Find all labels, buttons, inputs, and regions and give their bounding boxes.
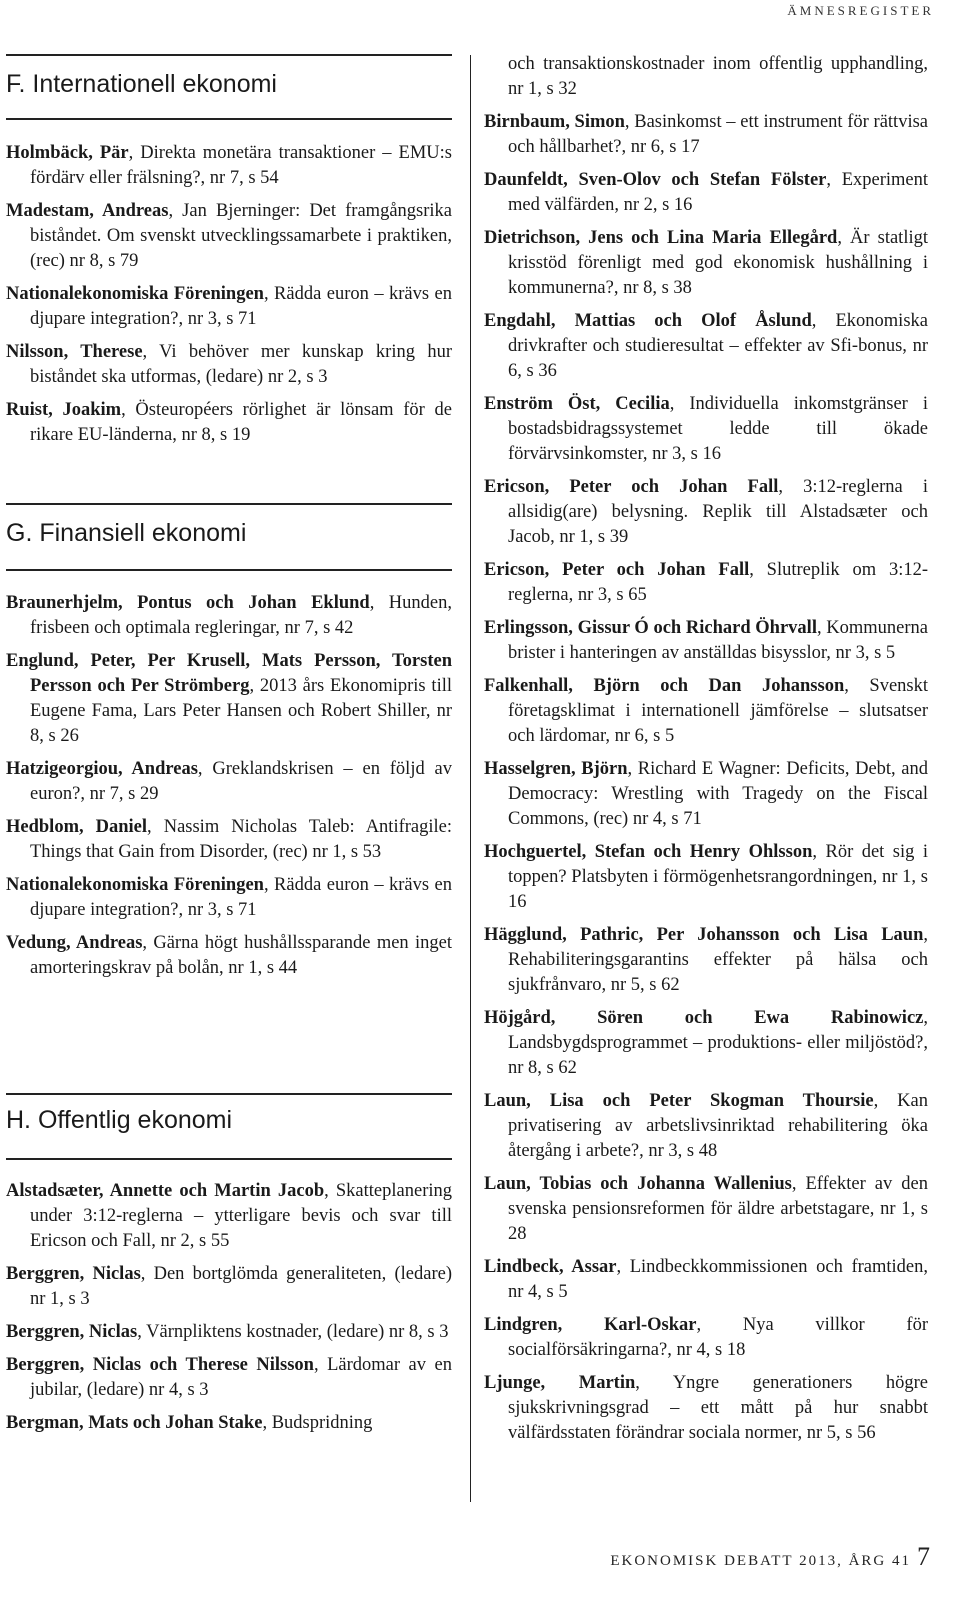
section-rule [6, 1093, 452, 1095]
section-rule [6, 1158, 452, 1160]
index-entry: Hedblom, Daniel, Nassim Nicholas Taleb: Antifragile: Things that Gain from Disorder, (rec) nr 1, s 53 [6, 817, 453, 862]
section-heading-f: F. Internationell ekonomi [6, 70, 277, 98]
index-entry: Berggren, Niclas och Therese Nilsson, Lärdomar av en jubilar, (ledare) nr 4, s 3 [6, 1355, 452, 1400]
index-entry: Madestam, Andreas, Jan Bjerninger: Det framgångsrika biståndet. Om svenskt utvecklingssamarbete i praktiken, (rec) nr 8, s 79 [6, 201, 452, 271]
index-entry: Birnbaum, Simon, Basinkomst – ett instrument för rättvisa och hållbarhet?, nr 6, s 17 [484, 112, 928, 157]
index-entry: Hasselgren, Björn, Richard E Wagner: Deficits, Debt, and Democracy: Wrestling with Tragedy on the Fiscal Commons, (rec) nr 4, s 71 [484, 759, 928, 829]
index-entry: Braunerhjelm, Pontus och Johan Eklund, Hunden, frisbeen och optimala regleringar, nr 7, s 42 [6, 593, 452, 638]
index-entry: Hochguertel, Stefan och Henry Ohlsson, Rör det sig i toppen? Platsbyten i förmögenhetsrangordningen, nr 1, s 16 [484, 842, 928, 912]
index-entry: Holmbäck, Pär, Direkta monetära transaktioner – EMU:s fördärv eller frälsning?, nr 7, s 54 [6, 143, 452, 188]
index-entry: Nationalekonomiska Föreningen, Rädda euron – krävs en djupare integration?, nr 3, s 71 [6, 284, 452, 329]
section-heading-h: H. Offentlig ekonomi [6, 1106, 233, 1134]
running-head: ÄMNESREGISTER [787, 3, 934, 18]
index-entry: Engdahl, Mattias och Olof Åslund, Ekonomiska drivkrafter och studieresultat – effekter av Sfi-bonus, nr 6, s 36 [484, 311, 928, 381]
journal-name: EKONOMISK DEBATT 2013, ÅRG 41 [610, 1553, 911, 1569]
index-entry: Ruist, Joakim, Östeuropéers rörlighet är lönsam för de rikare EU-länderna, nr 8, s 19 [6, 400, 452, 445]
entry-list-h-continued [484, 52, 928, 1454]
continued-entry: och transaktionskostnader inom offentlig upphandling, nr 1, s 32 [508, 54, 928, 99]
index-entry: Dietrichson, Jens och Lina Maria Ellegård, Är statligt krisstöd förenligt med god ekonomisk hushållning i kommunerna?, nr 8, s 38 [484, 228, 928, 298]
index-entry: Laun, Lisa och Peter Skogman Thoursie, Kan privatisering av arbetslivsinriktad rehabilitering öka återgång i arbete?, nr 3, s 48 [484, 1091, 928, 1161]
index-entry: Daunfeldt, Sven-Olov och Stefan Fölster, Experiment med välfärden, nr 2, s 16 [484, 170, 928, 215]
column-divider [470, 55, 471, 1502]
section-heading-g: G. Finansiell ekonomi [6, 519, 247, 547]
index-entry: Vedung, Andreas, Gärna högt hushållssparande men inget amorteringskrav på bolån, nr 1, s 44 [6, 933, 452, 978]
index-entry: Ericson, Peter och Johan Fall, Slutreplik om 3:12-reglerna, nr 3, s 65 [484, 560, 928, 605]
index-entry: Falkenhall, Björn och Dan Johansson, Svenskt företagsklimat i internationell jämförelse – slutsatser och lärdomar, nr 6, s 5 [484, 676, 929, 746]
entry-list-h [6, 1179, 452, 1444]
index-entry: Hatzigeorgiou, Andreas, Greklandskrisen – en följd av euron?, nr 7, s 29 [6, 759, 452, 804]
index-entry: Alstadsæter, Annette och Martin Jacob, Skatteplanering under 3:12-reglerna – ytterligare bevis och svar till Ericson och Fall, nr 2, s 55 [6, 1181, 452, 1251]
index-entry: Bergman, Mats och Johan Stake, Budspridning [6, 1413, 373, 1433]
index-entry: Ericson, Peter och Johan Fall, 3:12-reglerna i allsidig(are) belysning. Replik till Alstadsæter och Jacob, nr 1, s 39 [484, 477, 928, 547]
page-footer [610, 1542, 930, 1572]
section-rule [6, 118, 452, 120]
index-entry: Berggren, Niclas, Värnpliktens kostnader, (ledare) nr 8, s 3 [6, 1322, 449, 1342]
section-rule [6, 569, 452, 571]
index-entry: Lindgren, Karl-Oskar, Nya villkor för socialförsäkringarna?, nr 4, s 18 [484, 1315, 928, 1360]
index-entry: Hägglund, Pathric, Per Johansson och Lisa Laun, Rehabiliteringsgarantins effekter på hälsa och sjukfrånvaro, nr 5, s 62 [484, 925, 928, 995]
index-entry: Englund, Peter, Per Krusell, Mats Persson, Torsten Persson och Per Strömberg, 2013 års Ekonomipris till Eugene Fama, Lars Peter Hansen och Robert Shiller, nr 8, s 26 [6, 651, 452, 746]
section-rule [6, 503, 452, 505]
entry-list-g [6, 591, 452, 989]
index-entry: Enström Öst, Cecilia, Individuella inkomstgränser i bostadsbidragssystemet ledde till ökade förvärvsinkomster, nr 3, s 16 [484, 394, 928, 464]
index-entry: Höjgård, Sören och Ewa Rabinowicz, Landsbygdsprogrammet – produktions- eller miljöstöd?, nr 8, s 62 [484, 1008, 928, 1078]
index-entry: Ljunge, Martin, Yngre generationers högre sjukskrivningsgrad – ett mått på hur snabbt välfärdsstaten förändrar sociala normer, nr 5, s 56 [484, 1373, 928, 1443]
index-entry: Nationalekonomiska Föreningen, Rädda euron – krävs en djupare integration?, nr 3, s 71 [6, 875, 452, 920]
page-number: 7 [917, 1542, 930, 1571]
index-entry: Nilsson, Therese, Vi behöver mer kunskap kring hur biståndet ska utformas, (ledare) nr 2, s 3 [6, 342, 452, 387]
section-rule [6, 54, 452, 56]
index-entry: Lindbeck, Assar, Lindbeckkommissionen och framtiden, nr 4, s 5 [484, 1257, 928, 1302]
index-entry: Erlingsson, Gissur Ó och Richard Öhrvall, Kommunerna brister i hanteringen av anställdas bisysslor, nr 3, s 5 [484, 618, 928, 663]
entry-list-f [6, 141, 452, 456]
index-entry: Laun, Tobias och Johanna Wallenius, Effekter av den svenska pensionsreformen för äldre arbetstagare, nr 1, s 28 [484, 1174, 928, 1244]
index-entry: Berggren, Niclas, Den bortglömda generaliteten, (ledare) nr 1, s 3 [6, 1264, 452, 1309]
